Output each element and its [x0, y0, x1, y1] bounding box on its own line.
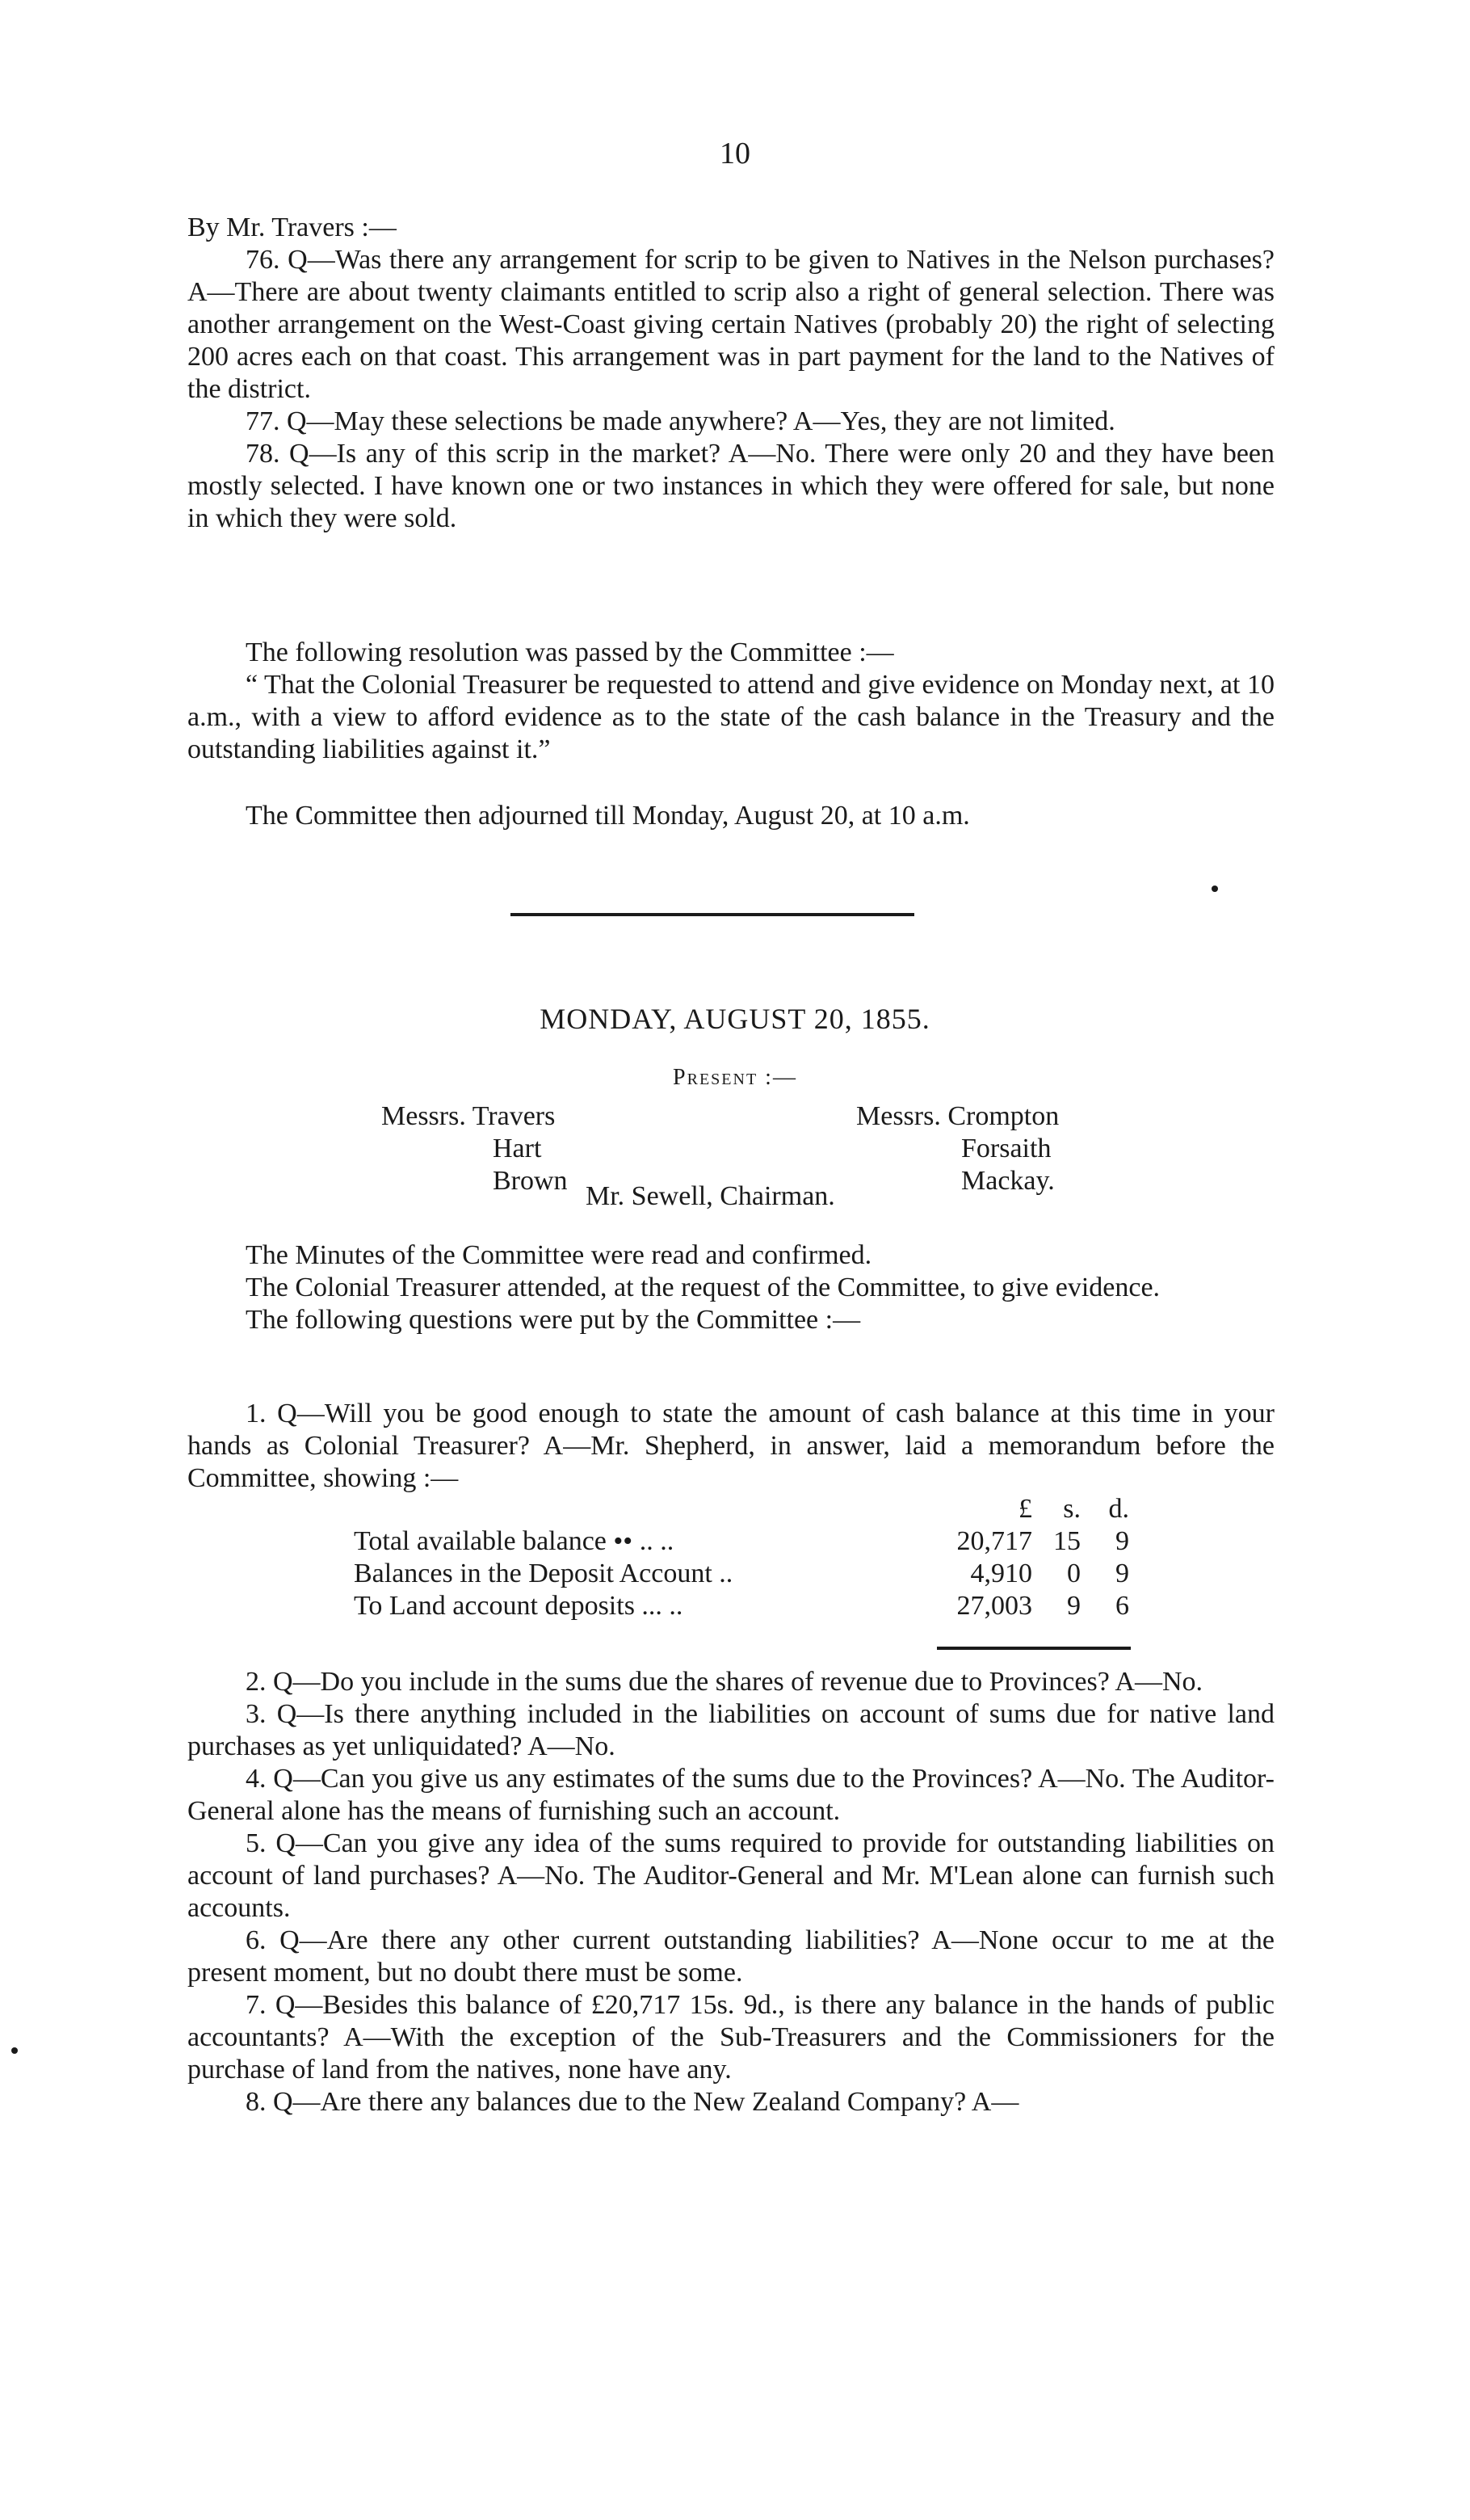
question-2: 2. Q—Do you include in the sums due the shares of revenue due to Provinces? A—No.	[246, 1667, 1203, 1697]
row-pounds: 27,003	[956, 1591, 1032, 1621]
question-6: 6. Q—Are there any other current outstanding liabilities? A—None occur to me at the present moment, but no doubt there must be some.	[187, 1925, 1275, 1988]
section-divider	[510, 913, 914, 916]
question-7: 7. Q—Besides this balance of £20,717 15s. 9d., is there any balance in the hands of public accountants? A—With the exception of the Sub-Treasurers and the Commissioners for the purchase of land from the natives, none have any.	[187, 1990, 1275, 2085]
question-77: 77. Q—May these selections be made anywhere? A—Yes, they are not limited.	[246, 406, 1115, 436]
member-name: Mackay.	[961, 1166, 1055, 1196]
row-label: To Land account deposits ... ..	[354, 1591, 683, 1621]
present-label: Present :—	[673, 1065, 797, 1090]
later-questions-section	[187, 1666, 1275, 2118]
by-line: By Mr. Travers :—	[187, 212, 397, 242]
page-number: 10	[720, 137, 750, 170]
question-1: 1. Q—Will you be good enough to state the amount of cash balance at this time in your hands as Colonial Treasurer? A—Mr. Shepherd, in answer, laid a memorandum before the Committee, showing :—	[187, 1399, 1275, 1493]
members-left-column	[381, 1100, 568, 1197]
ink-speck	[1212, 886, 1218, 892]
row-pence: 9	[1115, 1526, 1129, 1556]
row-pounds: 4,910	[970, 1559, 1032, 1588]
member-name: Messrs. Crompton	[856, 1101, 1060, 1131]
questions-intro: The following questions were put by the Committee :—	[246, 1305, 861, 1335]
ink-speck	[11, 2047, 18, 2054]
pence-header: d.	[1108, 1494, 1129, 1524]
question-8: 8. Q—Are there any balances due to the New Zealand Company? A—	[246, 2087, 1019, 2117]
row-shillings: 9	[1067, 1591, 1081, 1621]
question-1-section	[187, 1398, 1275, 1495]
row-pounds: 20,717	[956, 1526, 1032, 1556]
balance-table	[354, 1493, 1145, 1622]
table-row	[354, 1525, 1145, 1558]
proceedings-section	[187, 1239, 1275, 1336]
members-right-column	[856, 1100, 1059, 1197]
member-name: Brown	[493, 1166, 568, 1196]
row-pence: 6	[1115, 1591, 1129, 1621]
table-row	[354, 1590, 1145, 1622]
balance-table-header	[354, 1493, 1145, 1525]
row-shillings: 0	[1067, 1559, 1081, 1588]
resolution-text: “ That the Colonial Treasurer be requested to attend and give evidence on Monday next, at 10 a.m., with a view to afford evidence as to the state of the cash balance in the Treasury and the outstanding liabilities against it.”	[187, 670, 1275, 764]
question-78: 78. Q—Is any of this scrip in the market? A—No. There were only 20 and they have been mostly selected. I have known one or two instances in which they were offered for sale, but none in which they were sold.	[187, 439, 1275, 533]
question-5: 5. Q—Can you give any idea of the sums required to provide for outstanding liabilities on account of land purchases? A—No. The Auditor-General and Mr. M'Lean alone can furnish such accounts.	[187, 1828, 1275, 1923]
member-name: Hart	[493, 1134, 542, 1163]
resolution-section	[187, 637, 1275, 766]
meeting-heading: MONDAY, AUGUST 20, 1855.	[540, 1003, 930, 1035]
adjournment-text: The Committee then adjourned till Monday, August 20, at 10 a.m.	[246, 801, 970, 831]
member-name: Forsaith	[961, 1134, 1052, 1163]
table-row	[354, 1558, 1145, 1590]
row-label: Balances in the Deposit Account ..	[354, 1559, 733, 1588]
shillings-header: s.	[1063, 1494, 1081, 1524]
adjournment-section	[187, 800, 1275, 832]
question-3: 3. Q—Is there anything included in the liabilities on account of sums due for native land purchases as yet unliquidated? A—No.	[187, 1699, 1275, 1761]
pounds-header: £	[1018, 1494, 1032, 1524]
chairman-line: Mr. Sewell, Chairman.	[586, 1181, 835, 1211]
first-section	[187, 212, 1275, 535]
row-label: Total available balance •• .. ..	[354, 1526, 674, 1556]
treasurer-attended: The Colonial Treasurer attended, at the request of the Committee, to give evidence.	[246, 1273, 1161, 1302]
minutes-confirmed: The Minutes of the Committee were read and confirmed.	[246, 1240, 872, 1270]
sum-rule	[937, 1647, 1131, 1650]
question-4: 4. Q—Can you give us any estimates of the sums due to the Provinces? A—No. The Auditor-General alone has the means of furnishing such an account.	[187, 1764, 1275, 1826]
row-pence: 9	[1115, 1559, 1129, 1588]
resolution-intro: The following resolution was passed by the Committee :—	[246, 637, 894, 667]
question-76: 76. Q—Was there any arrangement for scrip to be given to Natives in the Nelson purchases? A—There are about twenty claimants entitled to scrip also a right of general selection. There was another arrangement on the West-Coast giving certain Natives (probably 20) the right of selecting 200 acres each on that coast. This arrangement was in part payment for the land to the Natives of the district.	[187, 245, 1275, 404]
member-name: Messrs. Travers	[381, 1101, 556, 1131]
row-shillings: 15	[1053, 1526, 1081, 1556]
